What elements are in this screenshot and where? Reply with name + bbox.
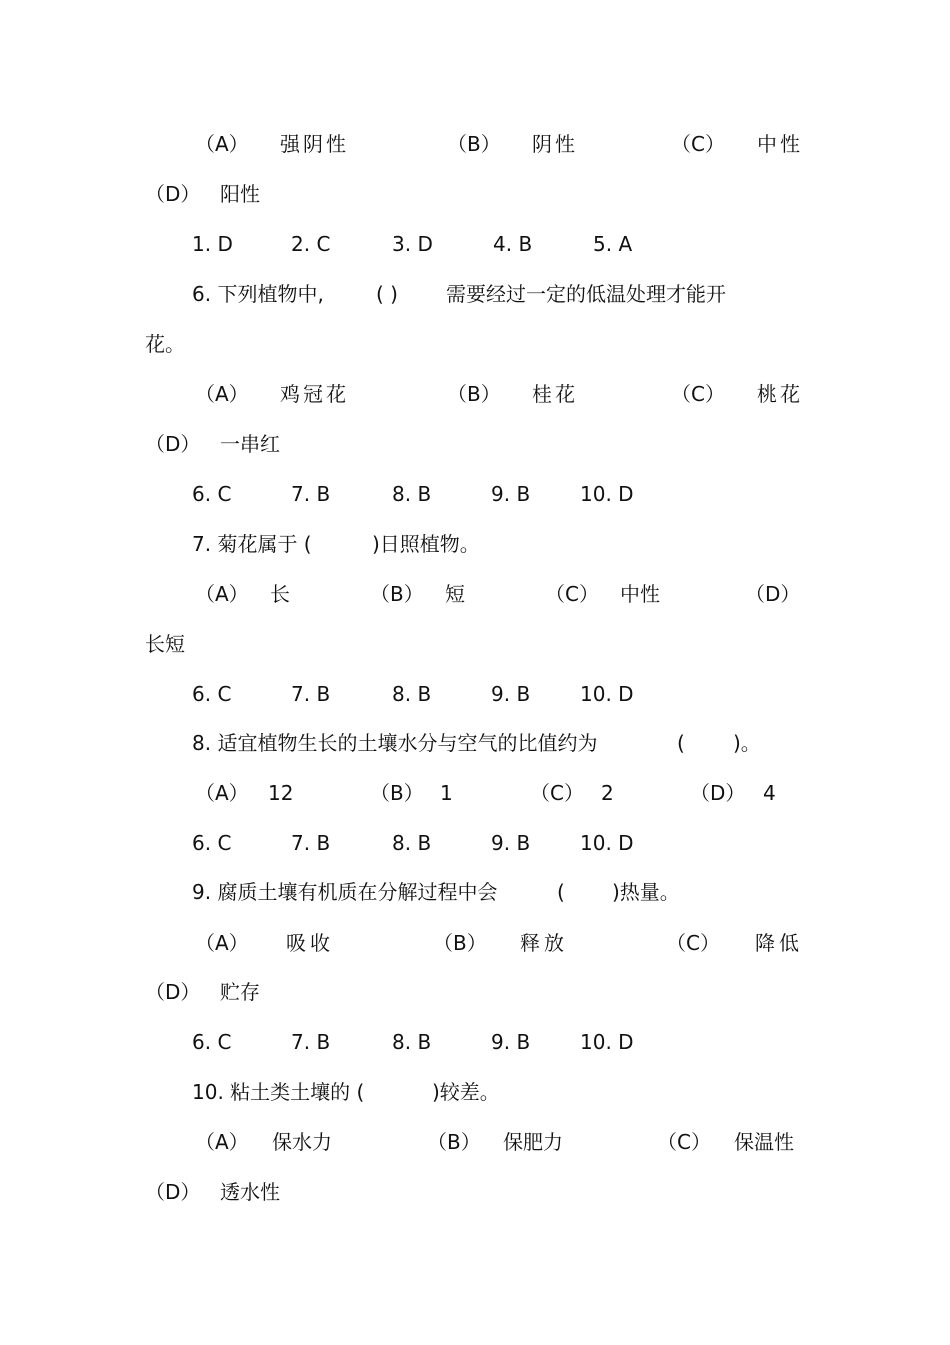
q6-option-d-key: （D） bbox=[145, 432, 201, 456]
q10-option-c-key: （C） bbox=[657, 1130, 711, 1154]
q8-option-d-text: 4 bbox=[763, 781, 776, 805]
q10-option-a-key: （A） bbox=[195, 1130, 249, 1154]
q6-stem-head: 6. 下列植物中, bbox=[192, 282, 324, 306]
q7-stem-head: 7. 菊花属于 ( bbox=[192, 532, 312, 556]
answer-item: 7. B bbox=[291, 482, 331, 506]
q8-option-b-key: （B） bbox=[370, 781, 424, 805]
q10-stem-head: 10. 粘土类土壤的 ( bbox=[192, 1080, 365, 1104]
q10-option-d-key: （D） bbox=[145, 1180, 201, 1204]
answer-item: 10. D bbox=[580, 482, 634, 506]
q9-stem-head: 9. 腐质土壤有机质在分解过程中会 bbox=[192, 880, 498, 904]
q7-option-c-text: 中性 bbox=[620, 582, 660, 606]
q9-option-c-text: 降低 bbox=[755, 931, 803, 955]
q9-blank-open: ( bbox=[557, 880, 565, 904]
answer-item: 2. C bbox=[291, 232, 331, 256]
q8-option-c-text: 2 bbox=[601, 781, 614, 805]
q9-option-a-key: （A） bbox=[195, 931, 249, 955]
q6-option-a-key: （A） bbox=[195, 382, 249, 406]
q10-option-b-key: （B） bbox=[427, 1130, 481, 1154]
q5-option-a-key: （A） bbox=[195, 132, 249, 156]
q6-option-c-text: 桃花 bbox=[757, 382, 803, 406]
answer-item: 7. B bbox=[291, 831, 331, 855]
answer-item: 8. B bbox=[392, 682, 432, 706]
q5-option-a-text: 强阴性 bbox=[280, 132, 349, 156]
answer-item: 9. B bbox=[491, 682, 531, 706]
q8-option-c-key: （C） bbox=[530, 781, 584, 805]
q10-option-c-text: 保温性 bbox=[734, 1130, 794, 1154]
q6-option-d-text: 一串红 bbox=[220, 432, 280, 456]
answer-item: 9. B bbox=[491, 831, 531, 855]
answer-item: 8. B bbox=[392, 831, 432, 855]
q6-option-b-key: （B） bbox=[447, 382, 501, 406]
answer-item: 7. B bbox=[291, 682, 331, 706]
answer-item: 8. B bbox=[392, 1030, 432, 1054]
q6-stem-tail: 需要经过一定的低温处理才能开 bbox=[446, 282, 726, 306]
answer-item: 6. C bbox=[192, 482, 232, 506]
q5-option-b-text: 阴性 bbox=[532, 132, 578, 156]
q7-option-b-key: （B） bbox=[370, 582, 424, 606]
answer-item: 10. D bbox=[580, 831, 634, 855]
answer-item: 6. C bbox=[192, 831, 232, 855]
q5-option-d-text: 阳性 bbox=[220, 182, 260, 206]
q10-option-a-text: 保水力 bbox=[272, 1130, 332, 1154]
q7-option-c-key: （C） bbox=[545, 582, 599, 606]
answer-item: 4. B bbox=[493, 232, 533, 256]
answer-item: 9. B bbox=[491, 1030, 531, 1054]
q6-blank: ( ) bbox=[376, 282, 398, 306]
q8-option-a-key: （A） bbox=[195, 781, 249, 805]
q8-stem-tail: )。 bbox=[733, 731, 761, 755]
q9-option-d-text: 贮存 bbox=[220, 980, 260, 1004]
q8-stem-head: 8. 适宜植物生长的土壤水分与空气的比值约为 bbox=[192, 731, 598, 755]
q8-blank-open: ( bbox=[677, 731, 685, 755]
answer-item: 6. C bbox=[192, 1030, 232, 1054]
q7-option-a-text: 长 bbox=[270, 582, 290, 606]
q9-option-d-key: （D） bbox=[145, 980, 201, 1004]
answer-item: 1. D bbox=[192, 232, 233, 256]
q10-option-b-text: 保肥力 bbox=[503, 1130, 563, 1154]
q6-option-a-text: 鸡冠花 bbox=[280, 382, 349, 406]
q5-option-d-key: （D） bbox=[145, 182, 201, 206]
answer-item: 8. B bbox=[392, 482, 432, 506]
q10-option-d-text: 透水性 bbox=[220, 1180, 280, 1204]
q8-option-b-text: 1 bbox=[440, 781, 453, 805]
q9-option-b-key: （B） bbox=[433, 931, 487, 955]
q6-option-c-key: （C） bbox=[671, 382, 725, 406]
q7-option-d-key: （D） bbox=[745, 582, 801, 606]
q9-option-b-text: 释放 bbox=[520, 931, 568, 955]
q7-option-d-text: 长短 bbox=[145, 632, 185, 656]
q5-option-c-text: 中性 bbox=[757, 132, 803, 156]
answer-item: 10. D bbox=[580, 1030, 634, 1054]
answer-item: 5. A bbox=[593, 232, 633, 256]
q7-option-b-text: 短 bbox=[445, 582, 465, 606]
answer-item: 10. D bbox=[580, 682, 634, 706]
q5-option-b-key: （B） bbox=[447, 132, 501, 156]
answer-item: 3. D bbox=[392, 232, 433, 256]
q8-option-a-text: 12 bbox=[268, 781, 294, 805]
q9-stem-tail: )热量。 bbox=[612, 880, 680, 904]
q8-option-d-key: （D） bbox=[690, 781, 746, 805]
q5-option-c-key: （C） bbox=[671, 132, 725, 156]
q6-stem-line2: 花。 bbox=[145, 332, 185, 356]
q9-option-a-text: 吸收 bbox=[286, 931, 334, 955]
answer-item: 9. B bbox=[491, 482, 531, 506]
q10-stem-tail: )较差。 bbox=[432, 1080, 500, 1104]
q7-stem-tail: )日照植物。 bbox=[372, 532, 480, 556]
answer-item: 6. C bbox=[192, 682, 232, 706]
answer-item: 7. B bbox=[291, 1030, 331, 1054]
q9-option-c-key: （C） bbox=[666, 931, 720, 955]
q7-option-a-key: （A） bbox=[195, 582, 249, 606]
q6-option-b-text: 桂花 bbox=[532, 382, 578, 406]
